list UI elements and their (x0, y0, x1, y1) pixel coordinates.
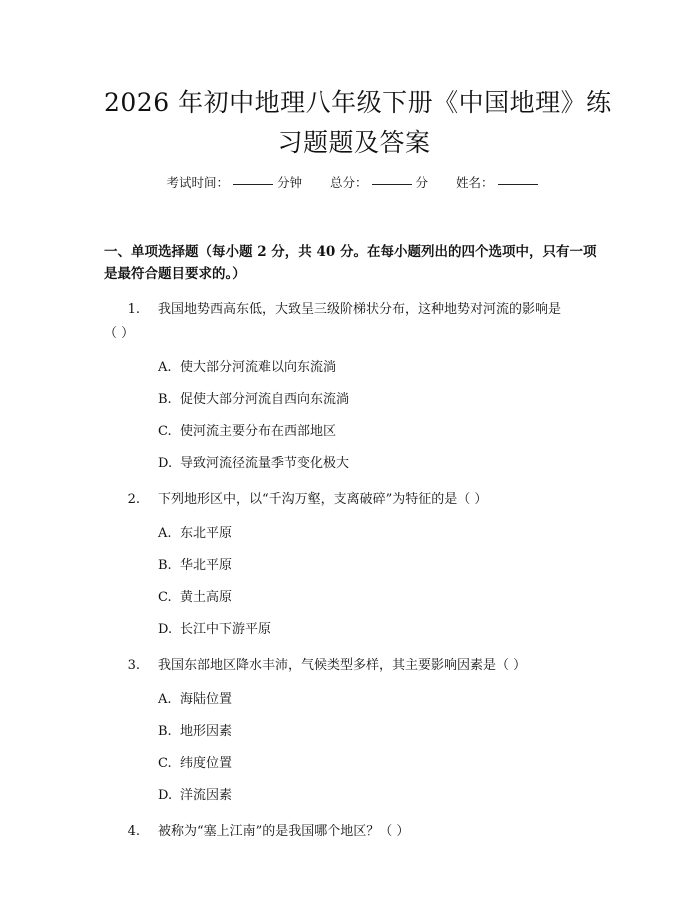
option-letter: A. (158, 360, 172, 375)
name-field (456, 173, 542, 191)
option-letter: C. (158, 424, 172, 439)
question-number: 1. (127, 302, 140, 317)
option-letter: B. (158, 558, 172, 573)
option-c (104, 421, 604, 443)
option-text: 东北平原 (180, 526, 233, 541)
question-text: 我国东部地区降水丰沛，气候类型多样，其主要影响因素是（ ） (158, 658, 527, 673)
option-text: 促使大部分河流自西向东流淌 (180, 392, 350, 407)
option-letter: D. (158, 788, 173, 803)
question-2-stem (104, 489, 604, 511)
option-text: 地形因素 (180, 724, 233, 739)
question-1 (104, 299, 604, 475)
option-text: 导致河流径流量季节变化极大 (180, 456, 350, 471)
option-a (104, 523, 604, 545)
option-text: 海陆位置 (180, 692, 233, 707)
section-heading (104, 241, 604, 285)
exam-info-row (104, 173, 604, 191)
total-score-field (330, 173, 428, 191)
option-text: 华北平原 (180, 558, 233, 573)
option-letter: A. (158, 526, 172, 541)
question-number: 3. (127, 658, 140, 673)
option-c (104, 587, 604, 609)
option-text: 使大部分河流难以向东流淌 (180, 360, 337, 375)
option-d (104, 453, 604, 475)
option-text: 长江中下游平原 (180, 622, 272, 637)
question-1-options (104, 357, 604, 475)
exam-time-field (166, 173, 302, 191)
total-score-label: 总分： (329, 175, 368, 190)
question-4-stem (104, 821, 604, 843)
option-letter: B. (158, 724, 172, 739)
question-3 (104, 655, 604, 807)
question-3-stem (104, 655, 604, 677)
title-line-2: 习题题及答案 (277, 128, 431, 157)
name-blank (498, 184, 538, 185)
option-a (104, 357, 604, 379)
question-4 (104, 821, 604, 843)
option-c (104, 753, 604, 775)
option-letter: C. (158, 756, 172, 771)
option-d (104, 785, 604, 807)
option-b (104, 721, 604, 743)
exam-time-blank (233, 184, 273, 185)
option-letter: A. (158, 692, 172, 707)
question-2 (104, 489, 604, 641)
option-letter: D. (158, 622, 173, 637)
option-letter: D. (158, 456, 173, 471)
document-title (104, 0, 612, 163)
question-text: 被称为“塞上江南”的是我国哪个地区？（ ） (158, 824, 410, 839)
total-score-blank (372, 184, 412, 185)
total-score-unit: 分 (415, 175, 429, 190)
title-line-1: 2026 年初中地理八年级下册《中国地理》练 (104, 88, 612, 117)
option-text: 黄土高原 (180, 590, 233, 605)
exam-time-unit: 分钟 (276, 175, 302, 190)
option-letter: B. (158, 392, 172, 407)
question-number: 4. (127, 824, 140, 839)
exam-time-label: 考试时间： (166, 175, 229, 190)
question-1-stem (104, 299, 604, 321)
option-text: 纬度位置 (180, 756, 233, 771)
option-d (104, 619, 604, 641)
option-b (104, 389, 604, 411)
option-a (104, 689, 604, 711)
question-3-options (104, 689, 604, 807)
option-letter: C. (158, 590, 172, 605)
question-2-options (104, 523, 604, 641)
name-label: 姓名： (456, 175, 494, 190)
section-heading-line-1: 一、单项选择题（每小题 2 分，共 40 分。在每小题列出的四个选项中，只有一项 (104, 244, 597, 260)
question-text: 我国地势西高东低，大致呈三级阶梯状分布，这种地势对河流的影响是 (158, 302, 562, 317)
option-b (104, 555, 604, 577)
question-number: 2. (127, 492, 140, 507)
question-text: 下列地形区中，以“千沟万壑，支离破碎”为特征的是（ ） (158, 492, 488, 507)
option-text: 使河流主要分布在西部地区 (180, 424, 337, 439)
section-heading-line-2: 是最符合题目要求的。） (104, 266, 246, 282)
question-text-continued: （ ） (104, 326, 135, 341)
option-text: 洋流因素 (180, 788, 233, 803)
